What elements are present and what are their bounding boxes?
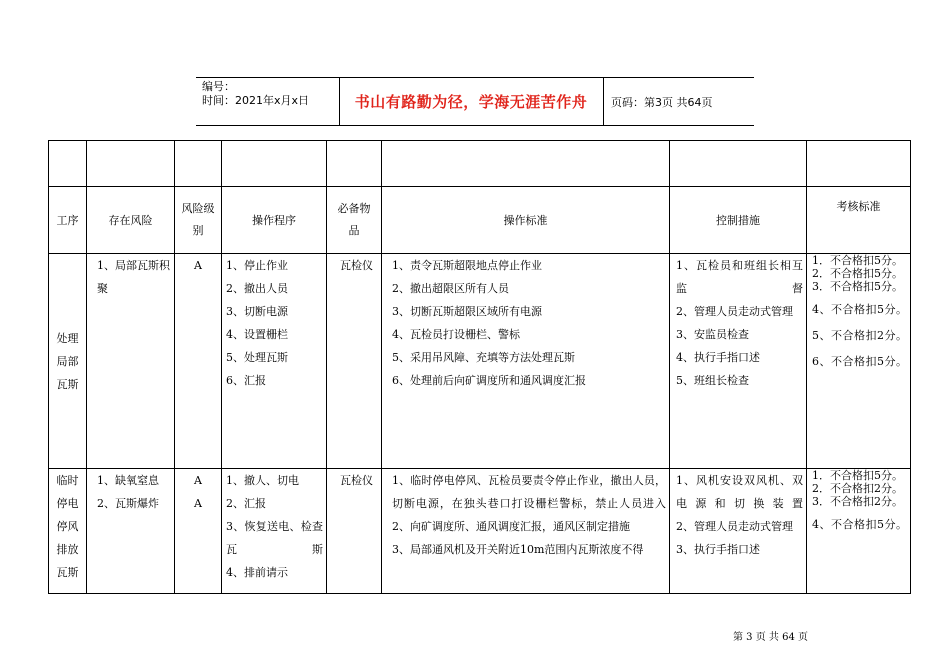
- procedure-item: 4、排前请示: [226, 566, 288, 579]
- header-time-label: 时间：2021年x月x日: [202, 94, 310, 107]
- level-item: A: [194, 497, 202, 510]
- risk-control-table: [48, 140, 911, 594]
- cell-procedure: [222, 254, 327, 469]
- level-item: A: [194, 259, 202, 272]
- cell-procedure: [222, 469, 327, 594]
- procedure-item: 6、汇报: [226, 374, 266, 387]
- cell-control: [670, 469, 807, 594]
- control-item: 5、班组长检查: [676, 374, 749, 387]
- col-header-risk: 存在风险: [87, 187, 175, 254]
- col-header-level: 风险级别: [175, 187, 222, 254]
- level-item: A: [194, 474, 202, 487]
- table-row: [49, 469, 911, 594]
- cell-level: [175, 469, 222, 594]
- standard-item: 6、处理前后向矿调度所和通风调度汇报: [392, 374, 586, 387]
- cell-assessment: [807, 254, 911, 469]
- procedure-item: 3、切断电源: [226, 305, 288, 318]
- header-meta: [202, 80, 309, 108]
- control-item: 2、管理人员走动式管理: [676, 305, 793, 318]
- assessment-item: 5、不合格扣2分。: [812, 329, 907, 342]
- procedure-item: 2、撤出人员: [226, 282, 288, 295]
- standard-item: 5、采用吊风障、充填等方法处理瓦斯: [392, 351, 575, 364]
- col-header-standard: 操作标准: [382, 187, 670, 254]
- risk-item: 2、瓦斯爆炸: [97, 497, 159, 510]
- control-item: 3、执行手指口述: [676, 543, 760, 556]
- header-divider-left: [339, 77, 340, 125]
- control-item: 2、管理人员走动式管理: [676, 520, 793, 533]
- procedure-item: 1、撤人、切电: [226, 474, 299, 487]
- standard-item: 2、撤出超限区所有人员: [392, 282, 509, 295]
- standard-item: 3、局部通风机及开关附近10m范围内瓦斯浓度不得: [392, 543, 644, 556]
- cell-risk: [87, 469, 175, 594]
- header-bottom-rule: [196, 125, 754, 126]
- table-header-row: [49, 187, 911, 254]
- control-item: 4、执行手指口述: [676, 351, 760, 364]
- assessment-item: 3．不合格扣5分。: [812, 280, 903, 293]
- assessment-item: 2．不合格扣5分。: [812, 267, 903, 280]
- cell-risk: [87, 254, 175, 469]
- assessment-item: 6、不合格扣5分。: [812, 355, 907, 368]
- cell-standard: [382, 469, 670, 594]
- col-header-assessment: 考核标准: [807, 187, 911, 254]
- procedure-item: 2、汇报: [226, 497, 266, 510]
- control-item: 1、风机安设双风机、双电源和切换装置: [676, 474, 803, 510]
- assessment-item: 4、不合格扣5分。: [812, 303, 907, 316]
- standard-item: 1、临时停电停风、瓦检员要责令停止作业，撤出人员，切断电源，在独头巷口打设栅栏警标，禁止人员进入: [392, 474, 666, 510]
- header-divider-right: [603, 77, 604, 125]
- header-page-label: 页码：第3页 共64页: [611, 96, 713, 109]
- cell-assessment: [807, 469, 911, 594]
- table-row: [49, 254, 911, 469]
- assessment-item: 2．不合格扣2分。: [812, 482, 903, 495]
- standard-item: 4、瓦检员打设栅栏、警标: [392, 328, 520, 341]
- risk-item: 1、局部瓦斯积聚: [97, 259, 170, 295]
- cell-items: 瓦检仪: [327, 254, 382, 469]
- cell-level: [175, 254, 222, 469]
- col-header-process: 工序: [49, 187, 87, 254]
- control-item: 3、安监员检查: [676, 328, 749, 341]
- col-header-control: 控制措施: [670, 187, 807, 254]
- col-header-items: 必备物品: [327, 187, 382, 254]
- standard-item: 1、责令瓦斯超限地点停止作业: [392, 259, 542, 272]
- footer-page-number: 第 3 页 共 64 页: [733, 632, 808, 643]
- assessment-item: 4、不合格扣5分。: [812, 518, 907, 531]
- risk-item: 1、缺氧窒息: [97, 474, 159, 487]
- standard-item: 2、向矿调度所、通风调度汇报，通风区制定措施: [392, 520, 630, 533]
- procedure-item: 3、恢复送电、检查瓦斯: [226, 520, 323, 556]
- cell-process: 处理局部瓦斯: [49, 254, 87, 469]
- cell-process: 临时停电停风排放瓦斯: [49, 469, 87, 594]
- cell-control: [670, 254, 807, 469]
- procedure-item: 4、设置栅栏: [226, 328, 288, 341]
- header-number-label: 编号：: [202, 80, 235, 93]
- header-motto: 书山有路勤为径，学海无涯苦作舟: [354, 92, 588, 111]
- assessment-item: 1．不合格扣5分。: [812, 254, 903, 267]
- col-header-procedure: 操作程序: [222, 187, 327, 254]
- assessment-item: 3．不合格扣2分。: [812, 495, 903, 508]
- procedure-item: 1、停止作业: [226, 259, 288, 272]
- procedure-item: 5、处理瓦斯: [226, 351, 288, 364]
- assessment-item: 1．不合格扣5分。: [812, 469, 903, 482]
- cell-items: 瓦检仪: [327, 469, 382, 594]
- standard-item: 3、切断瓦斯超限区域所有电源: [392, 305, 542, 318]
- cell-standard: [382, 254, 670, 469]
- control-item: 1、瓦检员和班组长相互监督: [676, 259, 803, 295]
- table-row-blank: [49, 141, 911, 187]
